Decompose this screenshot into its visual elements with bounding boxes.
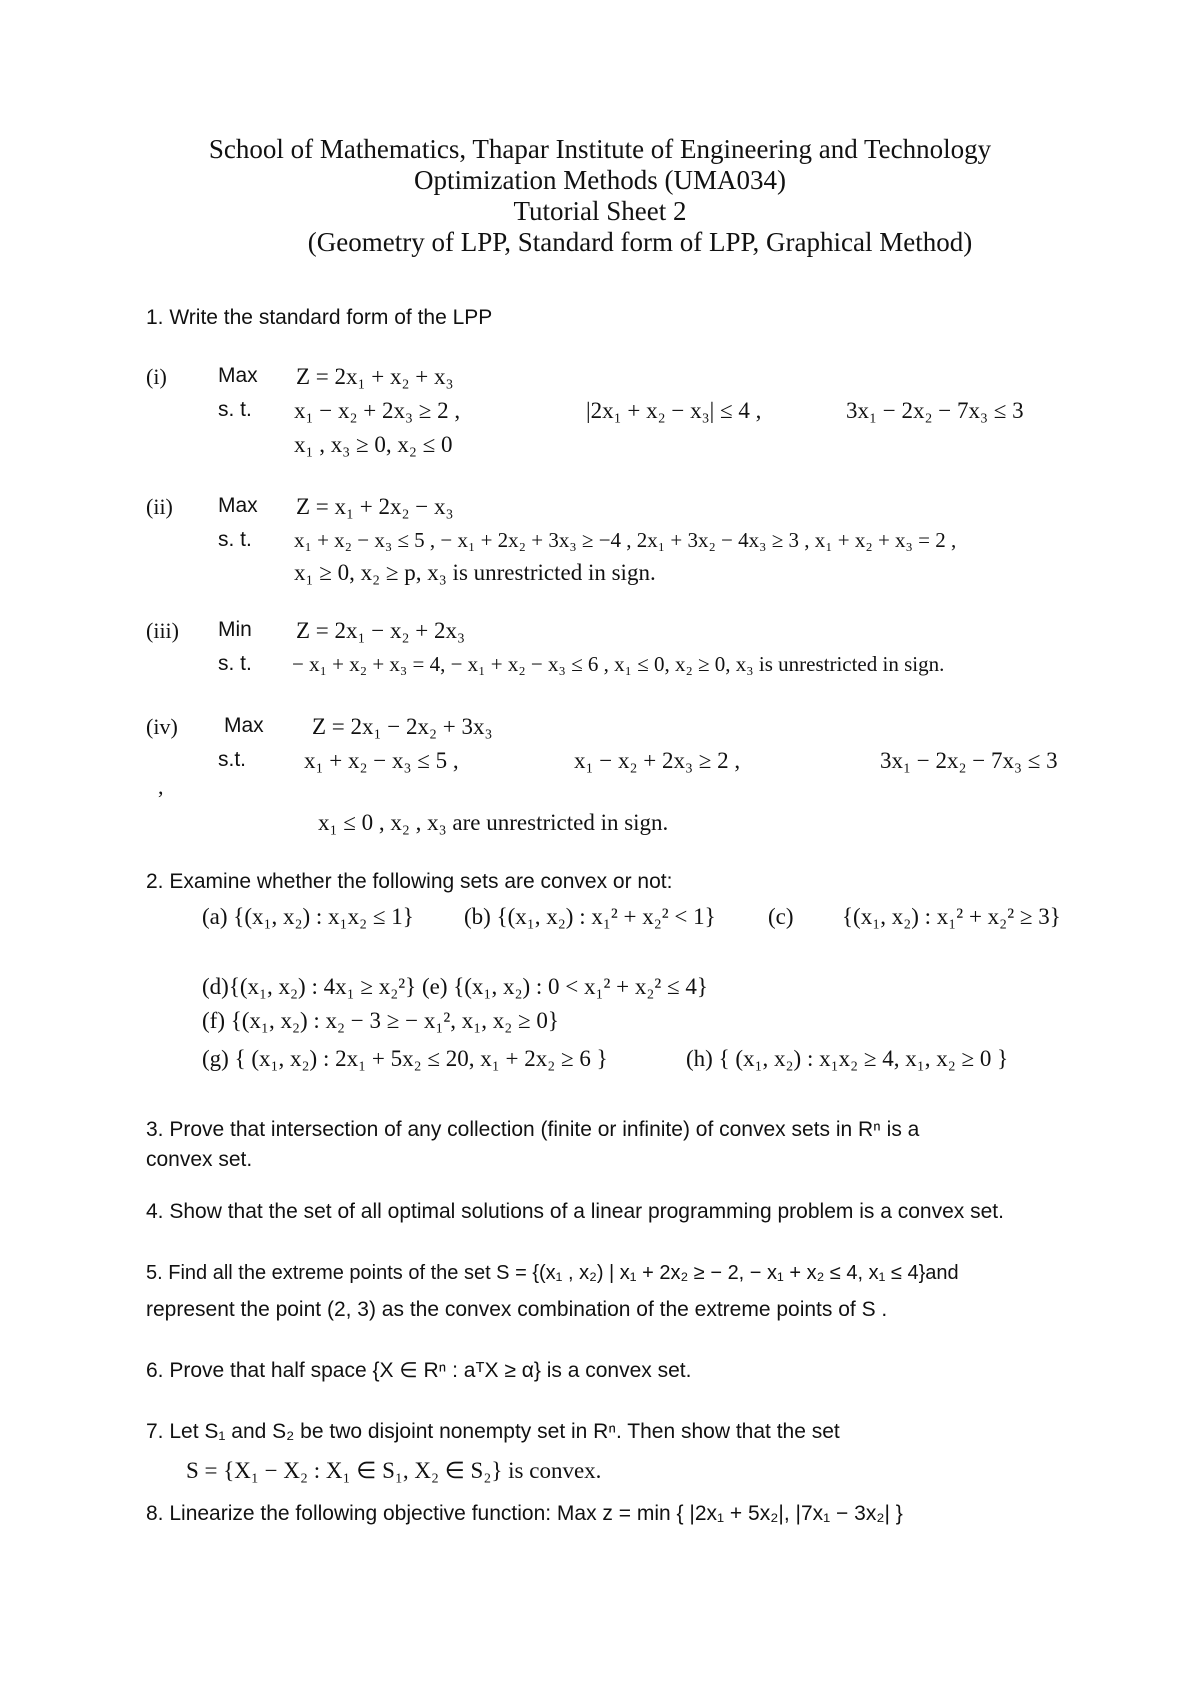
q2-set-a: (a) {(x₁, x₂) : x₁x₂ ≤ 1} bbox=[202, 904, 414, 929]
q1-ii-kind: Max bbox=[218, 494, 258, 517]
q1-iv-constraint-3: 3x₁ − 2x₂ − 7x₃ ≤ 3 bbox=[880, 748, 1058, 773]
q1-i-kind: Max bbox=[218, 364, 258, 387]
q1-ii-objective: Z = x₁ + 2x₂ − x₃ bbox=[296, 494, 454, 519]
q2-set-c: {(x₁, x₂) : x₁² + x₂² ≥ 3} bbox=[842, 904, 1061, 929]
q2-set-h: (h) { (x₁, x₂) : x₁x₂ ≥ 4, x₁, x₂ ≥ 0 } bbox=[686, 1046, 1009, 1071]
q5-line-1: 5. Find all the extreme points of the set S = {(x₁ , x₂) | x₁ + 2x₂ ≥ − 2, − x₁ + x₂ ≤ 4, x₁ ≤ 4}and bbox=[146, 1262, 959, 1284]
q1-i-constraint-1: x₁ − x₂ + 2x₃ ≥ 2 , bbox=[294, 398, 461, 423]
q1-ii-constraints: x₁ + x₂ − x₃ ≤ 5 , − x₁ + 2x₂ + 3x₃ ≥ −4 , 2x₁ + 3x₂ − 4x₃ ≥ 3 , x₁ + x₂ + x₃ = 2 , bbox=[294, 528, 957, 552]
q1-iv-label: (iv) bbox=[146, 714, 178, 739]
header-topics: (Geometry of LPP, Standard form of LPP, Graphical Method) bbox=[307, 227, 973, 257]
q3-line-2: convex set. bbox=[146, 1148, 253, 1171]
q5-line-2: represent the point (2, 3) as the convex combination of the extreme points of S . bbox=[146, 1298, 888, 1321]
q1-ii-signs: x₁ ≥ 0, x₂ ≥ p, x₃ is unrestricted in sign. bbox=[294, 560, 656, 585]
header-sheet: Tutorial Sheet 2 bbox=[513, 196, 687, 226]
q1-iv-signs: x₁ ≤ 0 , x₂ , x₃ are unrestricted in sign. bbox=[318, 810, 669, 835]
q1-iii-label: (iii) bbox=[146, 618, 179, 643]
q6-text: 6. Prove that half space {X ∈ Rⁿ : aᵀX ≥ α} is a convex set. bbox=[146, 1359, 692, 1382]
q4-text: 4. Show that the set of all optimal solutions of a linear programming problem is a convex set. bbox=[146, 1200, 1004, 1223]
q3-line-1: 3. Prove that intersection of any collection (finite or infinite) of convex sets in Rⁿ is a bbox=[146, 1118, 920, 1141]
q1-iv-comma: , bbox=[158, 774, 164, 799]
q1-iv-constraint-2: x₁ − x₂ + 2x₃ ≥ 2 , bbox=[574, 748, 741, 773]
q2-set-f: (f) {(x₁, x₂) : x₂ − 3 ≥ − x₁², x₁, x₂ ≥ 0} bbox=[202, 1008, 559, 1033]
q2-set-b: (b) {(x₁, x₂) : x₁² + x₂² < 1} bbox=[464, 904, 716, 929]
q1-i-signs: x₁ , x₃ ≥ 0, x₂ ≤ 0 bbox=[294, 432, 453, 457]
q1-i-constraint-2: |2x₁ + x₂ − x₃| ≤ 4 , bbox=[586, 398, 762, 423]
q2-set-d-e: (d){(x₁, x₂) : 4x₁ ≥ x₂²} (e) {(x₁, x₂) : 0 < x₁² + x₂² ≤ 4} bbox=[202, 974, 708, 999]
q1-ii-st: s. t. bbox=[218, 528, 252, 551]
q1-i-objective: Z = 2x₁ + x₂ + x₃ bbox=[296, 364, 454, 389]
q1-iii-constraints: − x₁ + x₂ + x₃ = 4, − x₁ + x₂ − x₃ ≤ 6 , x₁ ≤ 0, x₂ ≥ 0, x₃ is unrestricted in sign. bbox=[292, 652, 945, 676]
q1-iv-objective: Z = 2x₁ − 2x₂ + 3x₃ bbox=[312, 714, 493, 739]
q7-line-1: 7. Let S₁ and S₂ be two disjoint nonempty set in Rⁿ. Then show that the set bbox=[146, 1420, 840, 1443]
header-school: School of Mathematics, Thapar Institute of Engineering and Technology bbox=[208, 134, 992, 164]
q1-ii-label: (ii) bbox=[146, 494, 173, 519]
q1-i-constraint-3: 3x₁ − 2x₂ − 7x₃ ≤ 3 bbox=[846, 398, 1024, 423]
q1-i-label: (i) bbox=[146, 364, 167, 389]
q1-i-st: s. t. bbox=[218, 398, 252, 421]
q2-prompt: 2. Examine whether the following sets are convex or not: bbox=[146, 870, 673, 893]
q8-text: 8. Linearize the following objective function: Max z = min { |2x₁ + 5x₂|, |7x₁ − 3x₂| } bbox=[146, 1502, 903, 1525]
q2-set-c-label: (c) bbox=[768, 904, 794, 929]
q1-prompt: 1. Write the standard form of the LPP bbox=[146, 306, 493, 329]
header-course: Optimization Methods (UMA034) bbox=[414, 165, 786, 195]
q1-iv-kind: Max bbox=[224, 714, 264, 737]
q1-iv-constraint-1: x₁ + x₂ − x₃ ≤ 5 , bbox=[304, 748, 459, 773]
q1-iv-st: s.t. bbox=[218, 748, 247, 771]
q1-iii-kind: Min bbox=[218, 618, 252, 641]
q2-set-g: (g) { (x₁, x₂) : 2x₁ + 5x₂ ≤ 20, x₁ + 2x₂ ≥ 6 } bbox=[202, 1046, 608, 1071]
q1-iii-st: s. t. bbox=[218, 652, 252, 675]
q1-iii-objective: Z = 2x₁ − x₂ + 2x₃ bbox=[296, 618, 466, 643]
q7-line-2: S = {X₁ − X₂ : X₁ ∈ S₁, X₂ ∈ S₂} is convex. bbox=[186, 1458, 602, 1483]
